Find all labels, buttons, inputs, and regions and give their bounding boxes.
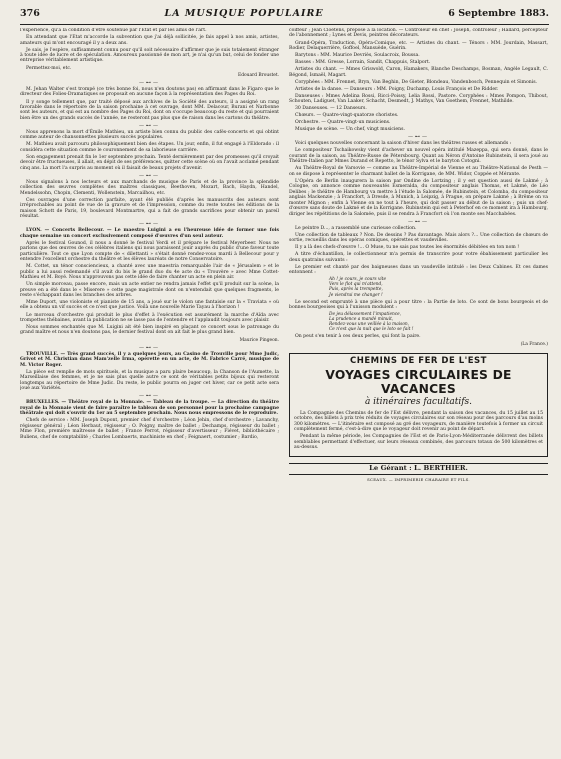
paragraph: Nous apprenons la mort d'Émile Mathieu, un artiste bien connu du public des cafés-concerts et qui obtint comme auteur de chansonnettes plusieurs succès populaires. — [20, 129, 279, 141]
ad-paragraph: Pendant la même période, les Compagnies de l'Est et de Paris-Lyon-Méditerranée délivrent des billets semblables permettant d'effectuer, sur leurs réseaux combinés, des parcours totaux de 500 kilomètres et au-dessus. — [294, 434, 543, 451]
page-number: 376 — [20, 8, 40, 19]
railway-advertisement — [289, 353, 548, 457]
paragraph: Ces ouvrages d'une correction parfaite, ayant été publiés d'après les manuscrits des auteurs sont irréprochables au point de vue de la gravure et de l'impression, comme du reste toutes les éditions de la maison Schott de Paris, 19, boulevard Montmartre, qui a fait de grands sacrifices pour obtenir un pareil résultat. — [20, 197, 279, 220]
verse-quatrain-1 — [329, 277, 548, 297]
paragraph: Une collection de tableaux ? Non. De dessins ? Pas davantage. Mais alors ?... Une collection de chœurs de sortie, recueillis dans les opéras comiques, opérettes et vaudevilles. — [289, 232, 548, 244]
paragraph: Permettez-moi, etc. — [26, 65, 72, 71]
source-credit: (La France.) — [520, 341, 548, 347]
paragraph: Le compositeur Tschaikowsky vient d'achever un nouvel opéra intitulé Mazeppa, qui sera donné, dans le courant de la saison, au Théâtre-Russe de Pétersbourg. Quant au Néron d'Antoine Rubinstein, il sera joué au Théâtre-Italien par Mmes Durand et Repetto, le ténor Sylva et le baryton Cotogni. — [289, 148, 548, 165]
ornament-divider: —⊷— — [408, 218, 429, 225]
paragraph: Basses : MM. Gresse, Lorrain, Sandit, Chappuis, Stalport. — [295, 60, 431, 66]
ornament-divider: —⊷— — [139, 221, 160, 228]
paragraph: Après le festival Gounod, il nous a donné le festival Verdi et il prépare le festival Meyerbeer. Nous ne parlons que des œuvres de ces célèbres italiens qui nous paraissent jouir auprès du public d'une faveur toute particulière. Tout ce que Lyon compte de « dilettanti » s'était donné rendez-vous mardi à Bellecour pour y entendre l'excellent orchestre du théâtre et les élèves lauréats de notre Conservatoire. — [20, 240, 279, 263]
verse-line: De jeu délassement l'impatience, — [329, 312, 402, 318]
ornament-divider: —⊷— — [139, 80, 160, 86]
ornament-divider: —⊷— — [139, 172, 160, 179]
paragraph: Danseuses : Mmes Adelina Rossi, Ricci-Poissy, Lelia Rossi, Pastore. Coryphées : Mmes Pompon, Thibout, Schouten, Ladiguet, Van Laaker, Schacht, Desmedt, J. Mathys, Van Goethem, Frennet, Mathilde. — [289, 93, 548, 105]
paragraph: coiffeur ; Jean Cloetens, préposé à la location. — Contrôleur en chef : Joseph, contrôleur ; Hallard, percepteur de l'abonnement ; Lynes et Devis, peintres décorateurs. — [289, 28, 548, 39]
journal-title: LA MUSIQUE POPULAIRE — [164, 8, 324, 19]
verse-line: Ah ! je cours, je cours vite — [329, 277, 387, 283]
paragraph: Voici quelques nouvelles concernant la saison d'hiver dans les théâtres russes et allemands : — [295, 141, 512, 147]
signature: Edouard Broustet. — [238, 72, 279, 78]
paragraph: Orchestre. — Quatre-vingt-un musiciens. — [295, 120, 391, 126]
ornament-divider: —⊷— — [139, 344, 160, 351]
issue-date: 6 Septembre 1883. — [448, 8, 549, 19]
paragraph: l'expérience, qu'à la condition d'être soutenue par l'Etat et par les amis de l'art. — [20, 28, 207, 33]
verse-line: Puis, après la trempette, — [329, 287, 383, 293]
paragraph: L'Opéra de Berlin inaugurera la saison par Ondine de Lortzing ; il y est question aussi de Lakmé ; à Cologne, on annonce comme nouveautés Esmeralda, du compositeur anglais Thomas, et Lakmé, de Léo Delibes ; le théâtre de Hambourg va mettre à l'étude la Salomée, de Rubinstein, et Colomba, du compositeur anglais Mackenzie ; à Francfort, à Dresde, à Munich, à Leipzig, à Prague, on prépare Lakmé ; à Brême on va monter Mignon ; enfin à Vienne on ne tout à l'heure, qui doit passer au début de la saison ; puis un chef-d'œuvre sans doute de Lakmé et de la Korrigane. Rubinstein qui est à Peterhof en ce moment ira à Hambourg, diriger les répétitions de la Salomée, puis il se rendra à Francfort où l'on monte ses Macchabées. — [289, 178, 548, 217]
printer-imprint: SCEAUX. — IMPRIMERIE CHARAIRE ET FILS. — [367, 476, 470, 482]
paragraph: Artistes de la danse. — Danseurs : MM. Poigny, Duchamp, Louis François et De Ridder. — [295, 86, 499, 92]
paragraph: Un simple morceau, passe encore, mais un acte entier ne rendra jamais l'effet qu'il produit sur la scène, la preuve en a été dans le « Miserere » cette page magistrale dont on n'entendait que quelques fragments, le reste s'échappant dans les branches des arbres. — [20, 282, 279, 298]
paragraph: Le second est emprunté à une pièce qui a pour titre : la Partie de loto. Ce sont de bons bourgeois et de bonnes bourgeoises qui à l'unisson modulent : — [289, 299, 548, 311]
paragraph: Il y songe tellement que, par traité déposé aux archives de la Société des auteurs, il a assigné un rang favorable dans le répertoire de la saison prochaine à cet ouvrage, dont MM. Delacour, Burani et Narbonne sont les auteurs, et qui est au nombre des Pages du Roi, dont on s'occupe beaucoup du reste et qui pourraient bien être un des grands succès de l'année, ne resteront pas plus que de raison dans les cartons du théâtre. — [20, 99, 279, 121]
paragraph: Mme Duport, une violoniste et pianiste de 15 ans, a joué sur le violon une fantaisie sur la « Traviata » où elle a obtenu un vif succès et ce n'est que justice. Voilà une nouvelle Marie Tayau à l'horizon ! — [20, 300, 279, 311]
paragraph: Chefs de service : MM. Joseph Dupont, premier chef d'orchestre ; Léon Jehin, chef d'orchestre ; Lavanchy, régisseur général ; Léon Herbaut, régisseur ; O. Poigny, maître de ballet ; Dechamps, régisseur du ballet ; Mme Flon, première maîtresse de ballet ; France Perrot, régisseur d'avertisseur ; Fiévet, bibliothécaire ; Buliens, chef de comptabilité ; Charles Lombaerts, machiniste en chef ; Feignaert, costumier ; Bardio, — [20, 418, 279, 440]
paragraph: Coryphées : MM. Frennet, Bryn, Van Beghin, De Gieter, Blondeau, Vandenbosch, Pennequin et Simonis. — [295, 79, 538, 85]
paragraph: Nous signalons à nos lecteurs et aux marchands de musique de Paris et de la province la splendide collection des œuvres complètes des maîtres classiques, Beethoven, Mozart, Bach, Haydn, Handel, Mendelssohn, Chopin, Clementi, Wollenstein, Marcailhou, etc. — [20, 179, 279, 196]
paragraph: Nous sommes enchantés que M. Luigini ait été bien inspiré en plaçant ce concert sous le patronage du grand maître et nous n'en doutons pas, le dernier festival dont on ait fait le plus grand bien. — [20, 325, 279, 336]
paragraph: La pièce est remplie de mots spirituels, et la musique a paru plaire beaucoup, la Chanson de l'Aumette, la Marseillaise des femmes, et je ne sais plus quelle autre ce sont de véritables petits bijoux qui resteront longtemps au répertoire de Mme Judic. Du reste, le public pourra en juger cet hiver, car ce petit acte sera joué aux Variétés. — [20, 369, 279, 392]
verse-line: Je viendrai me changer ! — [329, 292, 383, 298]
paragraph: Grand-Opéra, Traduction, Opéra-Comique, etc. — Artistes du chant. — Ténors : MM. Jourdain, Massart, Rodier, Delaquerrière, Goffoel, Mansuède, Guérin. — [289, 40, 548, 51]
left-column — [20, 28, 279, 751]
ad-company: CHEMINS DE FER DE L'EST — [350, 355, 487, 366]
ornament-divider: —⊷— — [139, 122, 160, 129]
page-header — [20, 8, 549, 25]
ad-headline: VOYAGES CIRCULAIRES DE VACANCES — [325, 368, 512, 397]
paragraph: Musique de scène. — Un chef, vingt musiciens. — [295, 127, 405, 133]
managing-editor: Le Gérant : L. BERTHIER. — [289, 463, 548, 474]
paragraph: En attendant que l'Etat m'accorde la subvention que j'ai déjà sollicitée, je fais appel à nos amis, artistes, amateurs qui m'ont encouragé il y a deux ans. — [20, 35, 279, 46]
verse-quatrain-2 — [329, 312, 548, 332]
paragraph: Le premier est chanté par des baigneuses dans un vaudeville intitulé : les Deux Cabines. Et ces dames entonnent : — [289, 264, 548, 276]
paragraph: Il y a là des chefs-d'œuvre !... O Muse, tu ne sais pas toutes les énormités débitées en ton nom ! — [295, 245, 520, 251]
paragraph: Barytons : MM. Maurice Devriès, Soulacroix, Boussa. — [295, 53, 420, 58]
ornament-divider: —⊷— — [139, 393, 160, 400]
paragraph: Artistes du chant. — Mmes Griswold, Caron, Hamakers, Blanche Deschamps, Bosman, Angèle Legault, C. Bégond, Ismaël, Magart. — [289, 67, 548, 78]
ornament-divider: —⊷— — [408, 134, 429, 141]
paragraph: M. Cottet, un ténor consciencieux, a chanté avec une maestria remarquable l'air de « Jérusalem » et le public a lui aussi redemandé s'il avait du bis le grand duo du 4e acte du « Trouvère » avec Mme Cottet-Mathieu et M. Boyé. Nous n'approuvons pas cette idée de faire chanter un acte en plein air. — [20, 264, 279, 281]
section-bruxelles: BRUXELLES. — Théâtre royal de la Monnaie. — Tableau de la troupe. — La direction du théâtre royal de la Monnaie vient de faire paraître le tableau de son personnel pour la prochaine campagne théâtrale qui doit s'ouvrir du 1er au 5 septembre prochain. Nous nous empressons de le reproduire. — [20, 400, 279, 417]
section-trouville: TROUVILLE. — Très grand succès, il y a quelques jours, au Casino de Trouville pour Mme Judic, Grivot et M. Christian dans Mam'zelle Irma, opérette en un acte, de M. Fabrice Carré, musique de M. Victor Roger. — [20, 351, 279, 368]
section-lyon: LYON. — Concerts Bellecour. — Le maestro Luigini a eu l'heureuse idée de former une fois chaque semaine un concert exclusivement composé d'œuvres d'un seul auteur. — [20, 228, 279, 239]
verse-line: Vers le flot qui m'attend, — [329, 282, 383, 288]
paragraph: Le peintre D..., a rassemblé une curieuse collection. — [295, 225, 417, 231]
paragraph: On peut s'en tenir à ces deux perles, qui font la paire. — [295, 334, 421, 340]
columns — [20, 28, 549, 751]
paragraph: A titre d'échantillon, le collectionneur m'a permis de transcrire pour votre ébahissement particulier les deux quatrains suivants : — [289, 252, 548, 263]
signature: Maurice Pingeon. — [239, 337, 279, 343]
paragraph: Le morceau d'orchestre qui produit le plus d'effet à l'exécution est assurément la marche d'Aïda avec trompettes thébaines, avant la publication ne se lasse pas de l'entendre et l'applaudit toujours avec plaisir. — [20, 312, 279, 323]
paragraph: 30 Danseuses. — 12 Danseurs. — [295, 106, 367, 112]
ad-paragraph: La Compagnie des Chemins de fer de l'Est délivre, pendant la saison des vacances, du 15 juillet au 15 octobre, des billets à prix très réduits de voyages circulaires sur son réseau pour des parcours d'au moins 300 kilomètres. — L'itinéraire est composé au gré des voyageurs, de manière toutefois à former un circuit complètement fermé, c'est-à-dire que le voyageur doit revenir au point de départ. — [294, 410, 543, 433]
paragraph: Son engagement prenait fin le 1er septembre prochain. Tenté dernièrement par des promesses qu'il croyait devoir être fructueuses, il allait, en dépit de ses préférences, quitter cette scène où on l'avait acclamé pendant cinq ans. La mort l'a surpris au moment où il faisait de beaux projets d'avenir. — [20, 154, 279, 171]
verse-line: La prudence a mandé minuit, — [329, 317, 394, 323]
paragraph: Au Théâtre-Royal de Varsovie — comme au Théâtre-Impérial de Vienne et au Théâtre-National de Pesth — on se dispose à représenter le charmant ballet de la Korrigane, de MM. Widor, Coppée et Mérante. — [289, 166, 548, 177]
verse-line: Ce n'est que la nuit que le loto se fait ! — [329, 327, 414, 333]
paragraph: M. Jehan Walter s'est trompé (ce très bonne foi, nous n'en doutons pas) en affirmant dans le Figaro que le directeur des Folies-Dramatiques se proposait en aucune façon à la représentation des Pages du Roi. — [20, 87, 279, 98]
verse-line: Rendez-vous une veillée à la maison, — [329, 322, 410, 328]
right-column — [289, 28, 548, 751]
ad-subtitle: à itinéraires facultatifs. — [364, 397, 473, 408]
paragraph: Je sais, je l'espère, suffisamment connu pour qu'il soit nécessaire d'affirmer que je suis totalement étranger à toute idée de lucre et de spéculation. Amoureux passionné de mon art, je n'ai qu'un but, celui de fonder une entreprise véritablement artistique. — [20, 47, 279, 64]
paragraph: M. Mathieu avait parcouru philosophiquement bien des étapes. Un jour, enfin, il fut engagé à l'Eldorado : il considéra cette situation comme le couronnement de sa laborieuse carrière. — [20, 142, 279, 153]
paragraph: Chœurs. — Quatre-vingt-quatorze choristes. — [295, 113, 399, 119]
